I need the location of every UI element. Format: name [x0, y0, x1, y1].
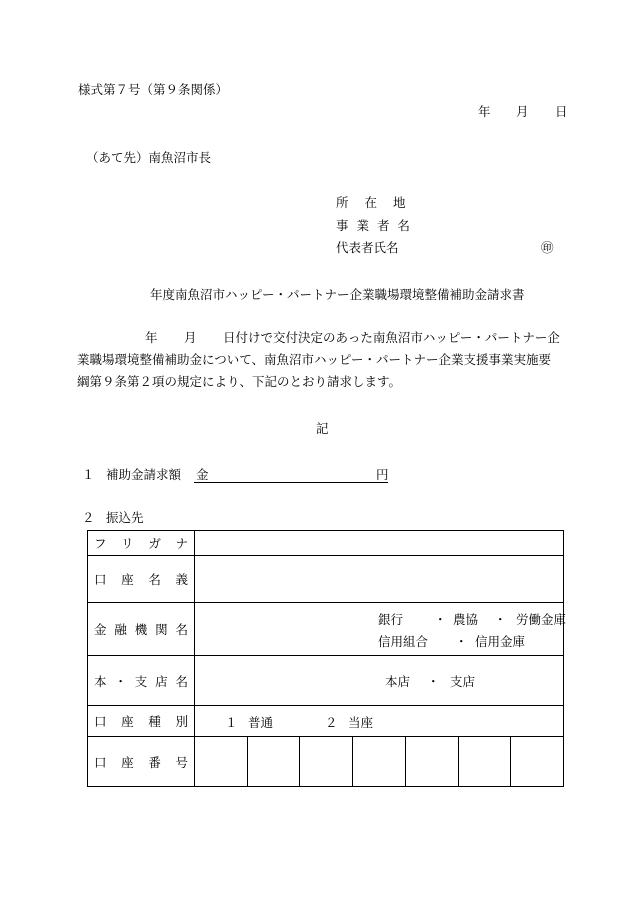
- ki-heading: 記: [316, 421, 329, 436]
- option-ordinary-number: １: [225, 715, 238, 730]
- body-year: 年: [145, 330, 158, 345]
- body-line2: 業職場環境整備補助金について、南魚沼市ハッピー・パートナー企業支援事業実施要: [77, 352, 552, 367]
- separator: ・: [455, 634, 468, 649]
- account-type-field[interactable]: [195, 706, 564, 737]
- item1-label: 補助金請求額: [106, 467, 182, 482]
- furigana-field[interactable]: [195, 531, 564, 556]
- amount-field[interactable]: [194, 464, 388, 483]
- row-account-number: [88, 737, 564, 787]
- account-digit-box[interactable]: [299, 737, 352, 786]
- option-shiten: 支店: [450, 674, 476, 689]
- branch-field[interactable]: [195, 656, 564, 706]
- account-digit-box[interactable]: [405, 737, 458, 786]
- account-digit-box[interactable]: [510, 737, 563, 786]
- option-checking-number: ２: [325, 715, 338, 730]
- option-checking: 当座: [348, 715, 374, 730]
- account-name-field[interactable]: [195, 556, 564, 603]
- document-title: 年度南魚沼市ハッピー・パートナー企業職場環境整備補助金請求書: [150, 287, 525, 302]
- account-type-label: 口 座 種 別: [88, 706, 195, 737]
- item1-number: １: [82, 467, 95, 482]
- transfer-account-table: [87, 530, 567, 787]
- seal-mark: ㊞: [541, 240, 554, 255]
- account-number-label: 口 座 番 号: [88, 737, 195, 787]
- amount-prefix: 金: [196, 467, 209, 482]
- account-digit-box[interactable]: [352, 737, 405, 786]
- option-shinkumi: 信用組合: [378, 634, 429, 649]
- row-account-type: [88, 706, 564, 737]
- furigana-label: フ リ ガ ナ: [88, 531, 195, 556]
- body-line1: 日付けで交付決定のあった南魚沼市ハッピー・パートナー企: [223, 330, 560, 345]
- option-honten: 本店: [385, 674, 411, 689]
- amount-unit: 円: [376, 467, 389, 482]
- item2-number: ２: [82, 510, 95, 525]
- account-digit-box[interactable]: [195, 737, 247, 786]
- body-month: 月: [184, 330, 197, 345]
- request-paragraph: [77, 327, 565, 393]
- option-nokyo: 農協: [453, 612, 479, 627]
- account-digit-box[interactable]: [458, 737, 511, 786]
- institution-field[interactable]: [195, 603, 567, 656]
- form-number: 様式第７号（第９条関係）: [78, 82, 229, 97]
- date-day-label: 日: [555, 104, 568, 119]
- addressee: （あて先）南魚沼市長: [86, 150, 212, 165]
- row-branch: [88, 656, 564, 706]
- account-number-field: [195, 737, 564, 787]
- account-digit-box[interactable]: [247, 737, 300, 786]
- branch-label: 本・支店名: [88, 656, 195, 706]
- date-year-label: 年: [478, 104, 491, 119]
- row-account-name: [88, 556, 564, 603]
- option-rokin: 労働金庫: [516, 612, 567, 627]
- separator: ・: [427, 674, 440, 689]
- separator: ・: [434, 612, 447, 627]
- row-institution: [88, 603, 564, 656]
- account-name-label: 口 座 名 義: [88, 556, 195, 603]
- separator: ・: [494, 612, 507, 627]
- row-furigana: [88, 531, 564, 556]
- option-ordinary: 普通: [248, 715, 274, 730]
- date-month-label: 月: [516, 104, 529, 119]
- business-name-label: 事 業 者 名: [336, 218, 412, 233]
- body-line3: 綱第９条第２項の規定により、下記のとおり請求します。: [77, 374, 402, 389]
- address-label: 所 在 地: [336, 195, 412, 210]
- representative-label: 代表者氏名: [336, 240, 399, 255]
- institution-label: 金 融 機 関 名: [88, 603, 195, 656]
- option-shinkin: 信用金庫: [475, 634, 526, 649]
- item2-label: 振込先: [106, 510, 144, 525]
- option-bank: 銀行: [378, 612, 404, 627]
